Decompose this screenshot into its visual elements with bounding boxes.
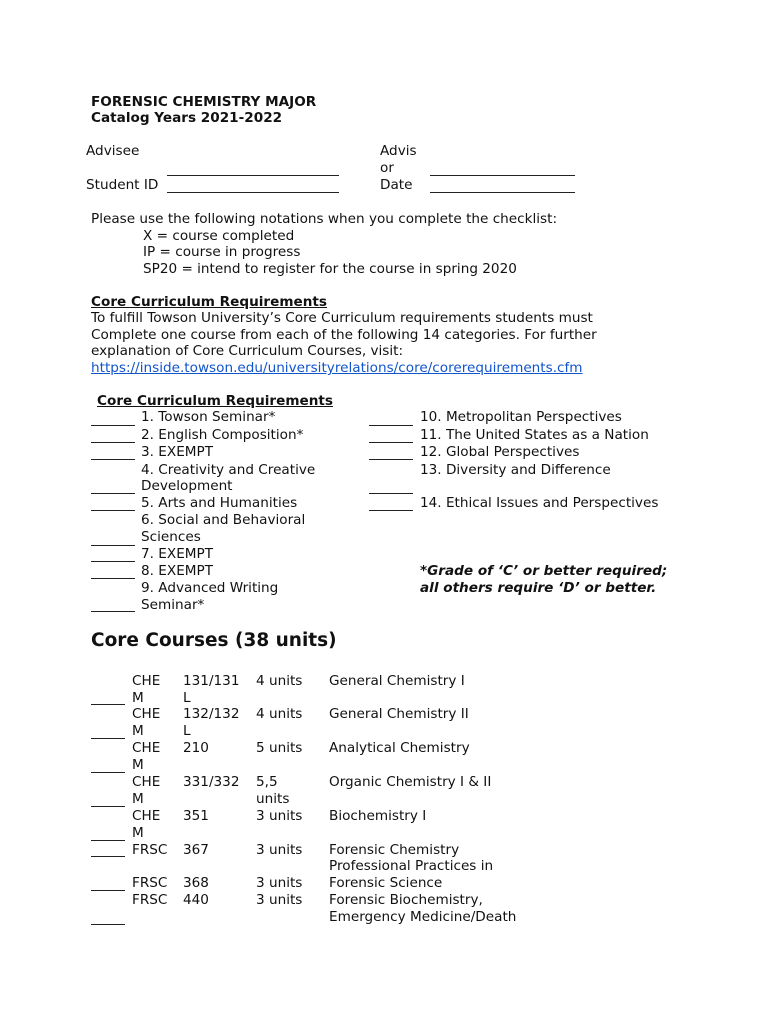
advisee-field[interactable] [167,175,339,176]
core-item: 13. Diversity and Difference [420,462,611,478]
course-dept: FRSC [132,892,168,908]
course-units: 3 units [256,875,303,891]
core-intro-line: Complete one course from each of the following 14 categories. For further [91,327,597,343]
checkbox-line-7[interactable] [91,561,135,562]
course-number: 132/132 [183,706,240,722]
course-dept-continued: M [132,791,144,807]
course-dept-continued: M [132,723,144,739]
grade-note: *Grade of ‘C’ or better required; [420,563,668,579]
course-dept: FRSC [132,875,168,891]
core-intro-line: explanation of Core Curriculum Courses, visit: [91,343,404,359]
course-dept: CHE [132,740,161,756]
checkbox-line-12[interactable] [369,459,413,460]
advisor-field[interactable] [430,175,575,176]
course-units: 3 units [256,842,303,858]
course-title: Forensic Chemistry [329,842,460,858]
core-item: 7. EXEMPT [141,546,214,562]
course-units: 4 units [256,673,303,689]
core-intro-heading: Core Curriculum Requirements [91,294,327,310]
advisee-label: Advisee [86,143,140,159]
course-units: 5,5 [256,774,278,790]
course-units: 5 units [256,740,303,756]
checkbox-line-9[interactable] [91,611,135,612]
course-title: General Chemistry I [329,673,465,689]
course-checkbox-line[interactable] [91,890,125,891]
core-list-heading: Core Curriculum Requirements [97,393,333,409]
checkbox-line-4[interactable] [91,493,135,494]
core-item: 8. EXEMPT [141,563,214,579]
core-item: 14. Ethical Issues and Perspectives [420,495,659,511]
date-field[interactable] [430,192,575,193]
course-title-continued: Professional Practices in [329,858,494,874]
document-title: FORENSIC CHEMISTRY MAJOR [91,94,317,110]
course-number: 440 [183,892,209,908]
course-dept-continued: M [132,825,144,841]
core-item: 3. EXEMPT [141,444,214,460]
notations-intro: Please use the following notations when you complete the checklist: [91,211,558,227]
course-checkbox-line[interactable] [91,924,125,925]
student-id-label: Student ID [86,177,159,193]
notation-item: SP20 = intend to register for the course in spring 2020 [143,261,517,277]
course-units: 3 units [256,808,303,824]
advisor-label-part2: or [380,160,394,176]
course-checkbox-line[interactable] [91,738,125,739]
core-item-continued: Development [141,478,233,494]
course-checkbox-line[interactable] [91,856,125,857]
course-checkbox-line[interactable] [91,806,125,807]
course-dept-continued: M [132,690,144,706]
grade-note: all others require ‘D’ or better. [420,580,657,596]
course-number-continued: L [183,690,191,706]
core-item: 1. Towson Seminar* [141,409,276,425]
course-title: Biochemistry I [329,808,427,824]
course-units: 4 units [256,706,303,722]
core-item: 6. Social and Behavioral [141,512,306,528]
course-units-continued: units [256,791,290,807]
date-label: Date [380,177,413,193]
course-dept-continued: M [132,757,144,773]
student-id-field[interactable] [167,192,339,193]
course-checkbox-line[interactable] [91,772,125,773]
course-title: Forensic Biochemistry, [329,892,483,908]
course-number: 331/332 [183,774,240,790]
notation-item: IP = course in progress [143,244,301,260]
course-dept: CHE [132,774,161,790]
checkbox-line-14[interactable] [369,510,413,511]
advisor-label-part1: Advis [380,143,417,159]
checkbox-line-1[interactable] [91,425,135,426]
checkbox-line-10[interactable] [369,425,413,426]
core-item: 10. Metropolitan Perspectives [420,409,622,425]
core-item: 9. Advanced Writing [141,580,279,596]
course-dept: FRSC [132,842,168,858]
course-title: Forensic Science [329,875,443,891]
core-item: 2. English Composition* [141,427,304,443]
core-item: 12. Global Perspectives [420,444,580,460]
course-number: 368 [183,875,209,891]
course-checkbox-line[interactable] [91,840,125,841]
course-title: General Chemistry II [329,706,469,722]
checkbox-line-2[interactable] [91,442,135,443]
checkbox-line-8[interactable] [91,578,135,579]
core-item: 4. Creativity and Creative [141,462,316,478]
core-item-continued: Sciences [141,529,201,545]
course-title: Organic Chemistry I & II [329,774,492,790]
course-dept: CHE [132,706,161,722]
course-number-continued: L [183,723,191,739]
course-dept: CHE [132,673,161,689]
checkbox-line-13[interactable] [369,493,413,494]
course-number: 210 [183,740,209,756]
course-title-continued: Emergency Medicine/Death [329,909,517,925]
notation-item: X = course completed [143,228,295,244]
core-item-continued: Seminar* [141,597,205,613]
core-courses-heading: Core Courses (38 units) [91,630,337,651]
course-dept: CHE [132,808,161,824]
core-requirements-link[interactable]: https://inside.towson.edu/universityrelations/core/corerequirements.cfm [91,360,583,376]
course-number: 351 [183,808,209,824]
course-checkbox-line[interactable] [91,704,125,705]
course-number: 131/131 [183,673,240,689]
checkbox-line-6[interactable] [91,545,135,546]
course-units: 3 units [256,892,303,908]
course-title: Analytical Chemistry [329,740,470,756]
core-item: 5. Arts and Humanities [141,495,298,511]
checkbox-line-3[interactable] [91,459,135,460]
course-number: 367 [183,842,209,858]
catalog-years: Catalog Years 2021-2022 [91,110,283,126]
checkbox-line-5[interactable] [91,510,135,511]
core-intro-line: To fulfill Towson University’s Core Curriculum requirements students must [91,310,593,326]
checkbox-line-11[interactable] [369,442,413,443]
core-item: 11. The United States as a Nation [420,427,649,443]
